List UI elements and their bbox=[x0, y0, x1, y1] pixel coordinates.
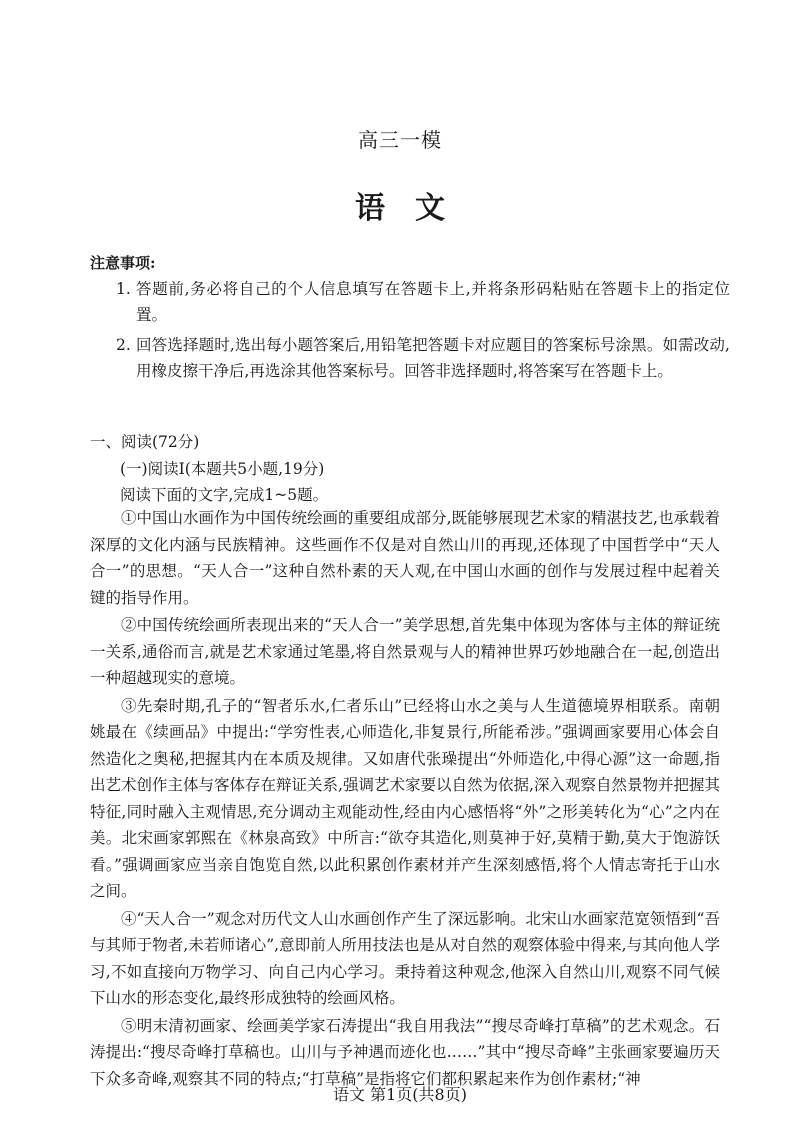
sub-heading: (一)阅读Ⅰ(本题共5小题,19分) bbox=[120, 460, 325, 478]
subject-title: 语文 bbox=[355, 191, 475, 226]
notice-list bbox=[90, 276, 730, 388]
reading-passage bbox=[90, 505, 720, 1093]
passage-paragraph-1: ①中国山水画作为中国传统绘画的重要组成部分,既能够展现艺术家的精湛技艺,也承载着深厚的文化内涵与民族精神。这些画作不仅是对自然山川的再现,还体现了中国哲学中“天人合一”的思想。“天人合一”这种自然朴素的天人观,在中国山水画的创作与发展过程中起着关键的指导作用。 bbox=[90, 509, 720, 607]
notice-heading: 注意事项: bbox=[90, 254, 156, 272]
passage-paragraph-5: ⑤明末清初画家、绘画美学家石涛提出“我自用我法”“搜尽奇峰打草稿”的艺术观念。石涛提出:“搜尽奇峰打草稿也。山川与予神遇而迹化也……”其中“搜尽奇峰”主张画家要遍历天下众多奇峰,观察其不同的特点;“打草稿”是指将它们都积累起来作为创作素材;“神 bbox=[90, 1016, 720, 1088]
exam-name: 高三一模 bbox=[358, 128, 442, 152]
passage-paragraph-3: ③先秦时期,孔子的“智者乐水,仁者乐山”已经将山水之美与人生道德境界相联系。南朝姚最在《续画品》中提出:“学穷性表,心师造化,非复景行,所能希涉。”强调画家要用心体会自然造化之奥秘,把握其内在本质及规律。又如唐代张璪提出“外师造化,中得心源”这一命题,指出艺术创作主体与客体存在辩证关系,强调艺术家要以自然为依据,深入观察自然景物并把握其特征,同时融入主观情思,充分调动主观能动性,经由内心感悟将“外”之形美转化为“心”之内在美。北宋画家郭熙在《林泉高致》中所言:“欲夺其造化,则莫神于好,莫精于勤,莫大于饱游饫看。”强调画家应当亲自饱览自然,以此积累创作素材并产生深刻感悟,将个人情志寄托于山水之间。 bbox=[90, 696, 720, 900]
passage-paragraph-4: ④“天人合一”观念对历代文人山水画创作产生了深远影响。北宋山水画家范宽领悟到“吾与其师于物者,未若师诸心”,意即前人所用技法也是从对自然的观察体验中得来,与其向他人学习,不如直接向万物学习、向自己内心学习。秉持着这种观念,他深入自然山川,观察不同气候下山水的形态变化,最终形成独特的绘画风格。 bbox=[90, 909, 720, 1007]
notice-item-text: 回答选择题时,选出每小题答案后,用铅笔把答题卡对应题目的答案标号涂黑。如需改动,用橡皮擦干净后,再选涂其他答案标号。回答非选择题时,将答案写在答题卡上。 bbox=[136, 336, 730, 380]
notice-item-text: 答题前,务必将自己的个人信息填写在答题卡上,并将条形码粘贴在答题卡上的指定位置。 bbox=[136, 280, 730, 324]
notice-item-number: 1. bbox=[116, 280, 131, 298]
reading-instruction: 阅读下面的文字,完成1~5题。 bbox=[120, 486, 329, 504]
notice-item-number: 2. bbox=[116, 336, 131, 354]
passage-paragraph-2: ②中国传统绘画所表现出来的“天人合一”美学思想,首先集中体现为客体与主体的辩证统一关系,通俗而言,就是艺术家通过笔墨,将自然景观与人的精神世界巧妙地融合在一起,创造出一种超越现实的意境。 bbox=[90, 616, 720, 687]
notice-item bbox=[90, 332, 730, 384]
notice-item bbox=[90, 276, 730, 328]
section-heading: 一、阅读(72分) bbox=[90, 433, 200, 451]
page-footer: 语文 第1页(共8页) bbox=[333, 1085, 467, 1104]
